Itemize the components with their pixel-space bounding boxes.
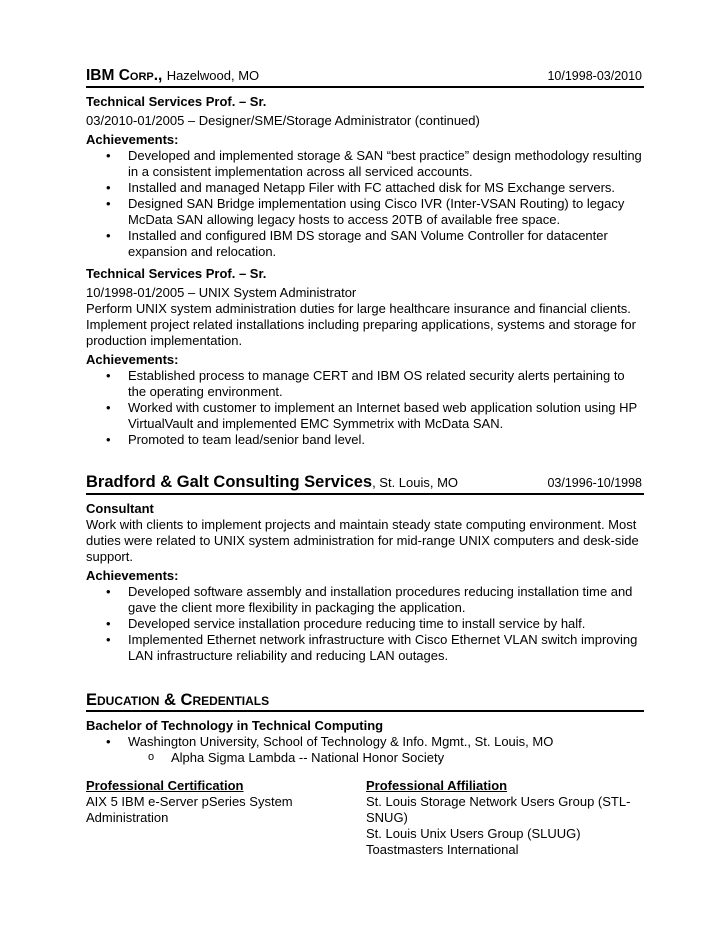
company-name [86, 68, 259, 84]
affiliation-line: St. Louis Unix Users Group (SLUUG) [366, 826, 581, 841]
company-title: Bradford & Galt Consulting Services [86, 473, 373, 491]
credentials-columns [86, 778, 644, 858]
job-dates: 10/1998-03/2010 [547, 69, 642, 83]
achievement-list [86, 584, 644, 664]
certification-line: AIX 5 IBM e-Server pSeries System [86, 794, 293, 809]
list-item: • Developed service installation procedure reducing time to install service by half. [86, 616, 644, 632]
resume-page [86, 68, 644, 858]
role-title: Technical Services Prof. – Sr. [86, 266, 267, 281]
list-item: • Worked with customer to implement an Internet based web application solution using HP VirtualVault and implemented EMC Symmetrix with McData SAN. [86, 400, 644, 432]
list-item: • Promoted to team lead/senior band level. [86, 432, 644, 448]
achievement-list [86, 148, 644, 260]
role-title: Consultant [86, 501, 154, 516]
achievements-label: Achievements: [86, 568, 179, 583]
list-item: • Installed and configured IBM DS storage and SAN Volume Controller for datacenter expansion and relocation. [86, 228, 644, 260]
degree-title: Bachelor of Technology in Technical Computing [86, 718, 384, 733]
list-item: • Implemented Ethernet network infrastructure with Cisco Ethernet VLAN switch improving LAN infrastructure reliability and reducing LAN outages. [86, 632, 644, 664]
achievements-label: Achievements: [86, 352, 179, 367]
job-header-bradford [86, 474, 644, 495]
list-item: • Installed and managed Netapp Filer with FC attached disk for MS Exchange servers. [86, 180, 644, 196]
job-header-ibm [86, 68, 644, 88]
list-item: • Developed software assembly and installation procedures reducing installation time and gave the client more flexibility in packaging the application. [86, 584, 644, 616]
role-title: Technical Services Prof. – Sr. [86, 94, 267, 109]
company-location: Hazelwood, MO [166, 68, 260, 83]
certification-heading: Professional Certification [86, 778, 244, 793]
company-title: IBM Corp., [86, 67, 163, 84]
section-heading-education: Education & Credentials [86, 692, 644, 712]
list-item: o Alpha Sigma Lambda -- National Honor Society [86, 750, 644, 766]
affiliation-line: St. Louis Storage Network Users Group (STL- [366, 794, 631, 809]
company-name [86, 474, 458, 491]
achievement-list [86, 368, 644, 448]
list-item: • Washington University, School of Technology & Info. Mgmt., St. Louis, MO [86, 734, 644, 750]
affiliation-heading: Professional Affiliation [366, 778, 508, 793]
certification-column [86, 778, 366, 858]
company-location: , St. Louis, MO [372, 475, 459, 490]
list-item: • Developed and implemented storage & SAN “best practice” design methodology resulting in a consistent implementation across all serviced accounts. [86, 148, 644, 180]
school-list [86, 734, 644, 750]
honor-list [86, 750, 644, 766]
achievements-label: Achievements: [86, 132, 179, 147]
role-subtitle: 10/1998-01/2005 – UNIX System Administrator [86, 285, 357, 300]
role-description: Perform UNIX system administration duties for large healthcare insurance and financial clients. Implement project related installations including preparing applications, systems and storage for production implementation. [86, 301, 636, 348]
affiliation-line: SNUG) [366, 810, 408, 825]
role-description: Work with clients to implement projects and maintain steady state computing environment. Most duties were related to UNIX system administration for mid-range UNIX computers and desk-side support. [86, 517, 639, 564]
certification-line: Administration [86, 810, 169, 825]
list-item: • Established process to manage CERT and IBM OS related security alerts pertaining to the operating environment. [86, 368, 644, 400]
affiliation-line: Toastmasters International [366, 842, 519, 857]
affiliation-column [366, 778, 644, 858]
list-item: • Designed SAN Bridge implementation using Cisco IVR (Inter-VSAN Routing) to legacy McData SAN allowing legacy hosts to access 20TB of available free space. [86, 196, 644, 228]
job-dates: 03/1996-10/1998 [547, 476, 642, 490]
role-subtitle: 03/2010-01/2005 – Designer/SME/Storage Administrator (continued) [86, 113, 480, 128]
